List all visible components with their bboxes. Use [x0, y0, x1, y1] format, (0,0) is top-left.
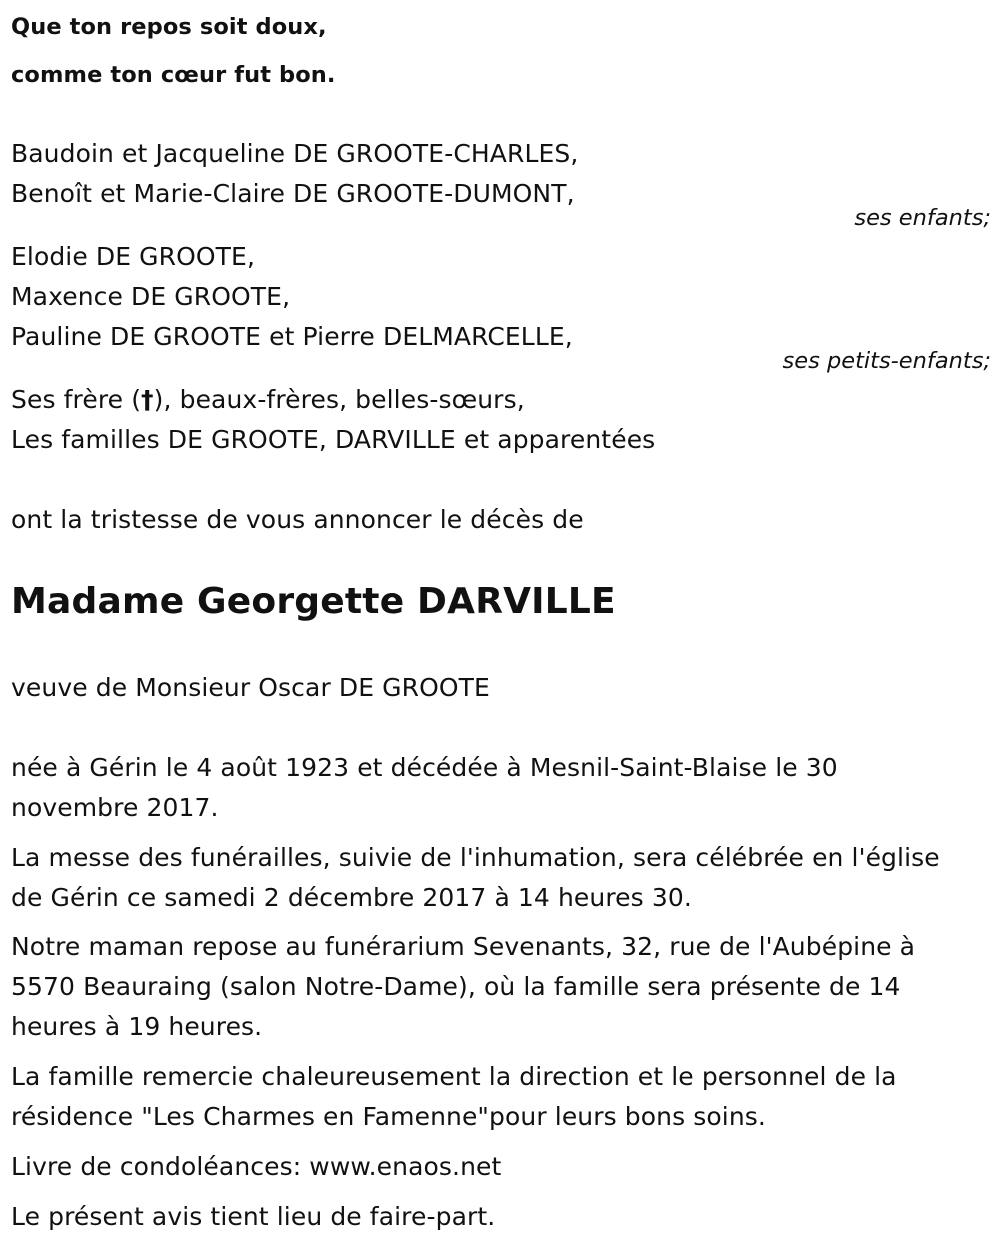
thanks-line: La famille remercie chaleureusement la direction et le personnel de la	[11, 1062, 897, 1091]
siblings-text-after: ), beaux-frères, belles-sœurs,	[153, 385, 525, 414]
child-name: Baudoin et Jacqueline DE GROOTE-CHARLES,	[11, 139, 579, 168]
birth-death-line: novembre 2017.	[11, 793, 219, 822]
condolences-line: Livre de condoléances: www.enaos.net	[11, 1152, 502, 1181]
rest-line: 5570 Beauraing (salon Notre-Dame), où la famille sera présente de 14	[11, 972, 901, 1001]
thanks-line: résidence "Les Charmes en Famenne"pour leurs bons soins.	[11, 1102, 766, 1131]
child-name: Benoît et Marie-Claire DE GROOTE-DUMONT,	[11, 179, 575, 208]
funeral-line: de Gérin ce samedi 2 décembre 2017 à 14 heures 30.	[11, 883, 692, 912]
grandchildren-role: ses petits-enfants;	[782, 348, 991, 374]
birth-death-line: née à Gérin le 4 août 1923 et décédée à Mesnil-Saint-Blaise le 30	[11, 753, 838, 782]
siblings-line	[11, 380, 525, 420]
grandchild-name: Elodie DE GROOTE,	[11, 242, 255, 271]
rest-line: Notre maman repose au funérarium Sevenants, 32, rue de l'Aubépine à	[11, 932, 916, 961]
siblings-text-before: Ses frère (	[11, 385, 142, 414]
dagger-icon: †	[141, 385, 154, 414]
notice-line: Le présent avis tient lieu de faire-part.	[11, 1202, 496, 1231]
families-line: Les familles DE GROOTE, DARVILLE et apparentées	[11, 425, 656, 454]
children-role: ses enfants;	[854, 205, 991, 231]
grandchild-name: Maxence DE GROOTE,	[11, 282, 291, 311]
deceased-name: Madame Georgette DARVILLE	[11, 581, 616, 622]
announcement-text: ont la tristesse de vous annoncer le décès de	[11, 505, 584, 534]
epigraph-line-1: Que ton repos soit doux,	[11, 14, 327, 40]
funeral-line: La messe des funérailles, suivie de l'inhumation, sera célébrée en l'église	[11, 843, 940, 872]
grandchild-name: Pauline DE GROOTE et Pierre DELMARCELLE,	[11, 322, 573, 351]
rest-line: heures à 19 heures.	[11, 1012, 263, 1041]
widow-of-text: veuve de Monsieur Oscar DE GROOTE	[11, 673, 490, 702]
epigraph-line-2: comme ton cœur fut bon.	[11, 62, 336, 88]
